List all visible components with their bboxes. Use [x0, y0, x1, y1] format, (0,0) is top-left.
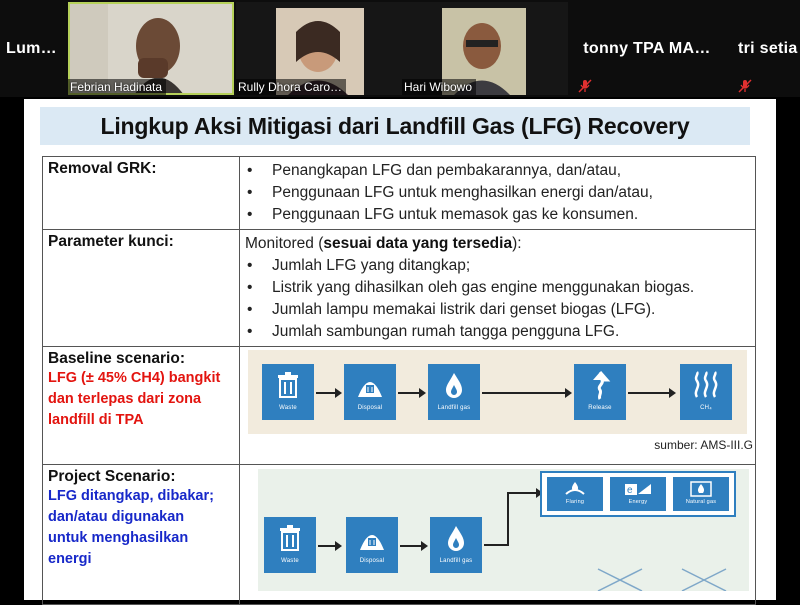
- slide-title: Lingkup Aksi Mitigasi dari Landfill Gas (LFG) Recovery: [100, 112, 690, 139]
- flow-arrow: [316, 392, 340, 394]
- flow-arrow: [400, 545, 426, 547]
- flow-arrow: [628, 392, 674, 394]
- table-cell-value: [240, 465, 756, 605]
- project-diagram: [258, 469, 749, 591]
- list-item: • Penangkapan LFG dan pembakarannya, dan/atau,: [245, 160, 750, 182]
- desc-line: landfill di TPA: [48, 412, 144, 428]
- shared-slide: [24, 99, 776, 600]
- mic-muted-icon: [738, 79, 752, 93]
- energy-icon: [620, 479, 656, 499]
- energy-node: [610, 477, 666, 511]
- project-desc: [48, 486, 234, 570]
- outputs-group: [540, 471, 736, 517]
- disposal-node: [346, 517, 398, 573]
- intro-bold: sesuai data yang tersedia: [323, 235, 513, 252]
- gas-burner-icon: [683, 479, 719, 499]
- release-up-arrow-icon: [582, 368, 618, 402]
- flow-arrow: [318, 545, 340, 547]
- desc-line: LFG (± 45% CH4) bangkit: [48, 370, 221, 386]
- landfill-mound-icon: [352, 368, 388, 402]
- participant-name: tonny TPA MA…: [583, 40, 711, 57]
- desc-line: dan/atau digunakan: [48, 509, 185, 525]
- participant-name: Lum…: [6, 40, 57, 57]
- crossed-release-icon: [594, 565, 646, 591]
- table-cell-label: [43, 347, 240, 465]
- table-cell-label: [43, 157, 240, 230]
- list-item: • Penggunaan LFG untuk memasok gas ke konsumen.: [245, 204, 750, 226]
- participant-name: Rully Dhora Caro…: [236, 79, 346, 95]
- bullet-list: [245, 160, 750, 226]
- list-item: • Jumlah LFG yang ditangkap;: [245, 255, 750, 277]
- intro-prefix: Monitored (: [245, 235, 324, 252]
- list-item: • Listrik yang dihasilkan oleh gas engine menggunakan biogas.: [245, 277, 750, 299]
- baseline-desc: [48, 368, 234, 431]
- table-cell-value: [240, 347, 756, 465]
- step-caption: Landfill gas: [439, 558, 473, 564]
- step-caption: Release: [588, 405, 612, 411]
- mic-muted-icon: [578, 79, 592, 93]
- ch4-node: [680, 364, 732, 420]
- landfill-gas-node: [428, 364, 480, 420]
- baseline-diagram: [248, 350, 747, 434]
- flow-arrow: [398, 392, 424, 394]
- natural-gas-node: [673, 477, 729, 511]
- flaring-icon: [557, 479, 593, 499]
- output-caption: Flaring: [565, 499, 585, 505]
- trash-icon: [270, 368, 306, 402]
- release-node: [574, 364, 626, 420]
- step-caption: Waste: [279, 405, 297, 411]
- desc-line: energi: [48, 551, 92, 567]
- landfill-mound-icon: [354, 521, 390, 555]
- participant-name: Febrian Hadinata: [68, 79, 166, 95]
- monitored-intro: [245, 233, 750, 255]
- step-caption: Disposal: [359, 558, 385, 564]
- participant-tile-4[interactable]: [402, 2, 568, 95]
- bullet-list: [245, 255, 750, 343]
- output-caption: Natural gas: [685, 499, 717, 505]
- flaring-node: [547, 477, 603, 511]
- step-caption: Waste: [281, 558, 299, 564]
- participant-strip: [0, 0, 800, 97]
- waste-node: [262, 364, 314, 420]
- participant-tile-5[interactable]: [568, 2, 726, 95]
- mitigation-table: [42, 156, 756, 605]
- step-caption: CH₄: [700, 405, 712, 411]
- flow-arrow: [482, 392, 570, 394]
- table-row: [43, 230, 756, 347]
- table-cell-value: [240, 230, 756, 347]
- table-row: [43, 465, 756, 605]
- row-label: Removal GRK:: [48, 160, 157, 177]
- output-caption: Energy: [628, 499, 648, 505]
- heat-waves-icon: [688, 368, 724, 402]
- intro-suffix: ):: [512, 235, 522, 252]
- table-cell-label: [43, 230, 240, 347]
- source-note: sumber: AMS-III.G: [654, 438, 753, 452]
- crossed-ch4-icon: [678, 565, 730, 591]
- waste-node: [264, 517, 316, 573]
- participant-tile-3[interactable]: [236, 2, 402, 95]
- row-label: Project Scenario:: [48, 468, 176, 485]
- participant-tile-1[interactable]: [0, 2, 66, 95]
- table-row: [43, 157, 756, 230]
- trash-icon: [272, 521, 308, 555]
- table-cell-label: [43, 465, 240, 605]
- slide-title-bar: [40, 107, 750, 145]
- participant-name: Hari Wibowo: [402, 79, 476, 95]
- flame-icon: [438, 521, 474, 555]
- participant-tile-6[interactable]: [728, 2, 800, 95]
- table-cell-value: [240, 157, 756, 230]
- list-item: • Jumlah sambungan rumah tangga pengguna LFG.: [245, 321, 750, 343]
- desc-line: LFG ditangkap, dibakar;: [48, 488, 214, 504]
- row-label: Parameter kunci:: [48, 233, 174, 250]
- list-item: • Penggunaan LFG untuk menghasilkan energi dan/atau,: [245, 182, 750, 204]
- table-row: [43, 347, 756, 465]
- disposal-node: [344, 364, 396, 420]
- branch-connector: [484, 479, 544, 549]
- desc-line: untuk menghasilkan: [48, 530, 189, 546]
- participant-name: tri setia: [738, 40, 798, 57]
- row-label: Baseline scenario:: [48, 350, 185, 367]
- desc-line: dan terlepas dari zona: [48, 391, 202, 407]
- list-item: • Jumlah lampu memakai listrik dari genset biogas (LFG).: [245, 299, 750, 321]
- participant-tile-2[interactable]: [68, 2, 234, 95]
- step-caption: Landfill gas: [437, 405, 471, 411]
- landfill-gas-node: [430, 517, 482, 573]
- step-caption: Disposal: [357, 405, 383, 411]
- flame-icon: [436, 368, 472, 402]
- svg-text:e: e: [627, 485, 633, 496]
